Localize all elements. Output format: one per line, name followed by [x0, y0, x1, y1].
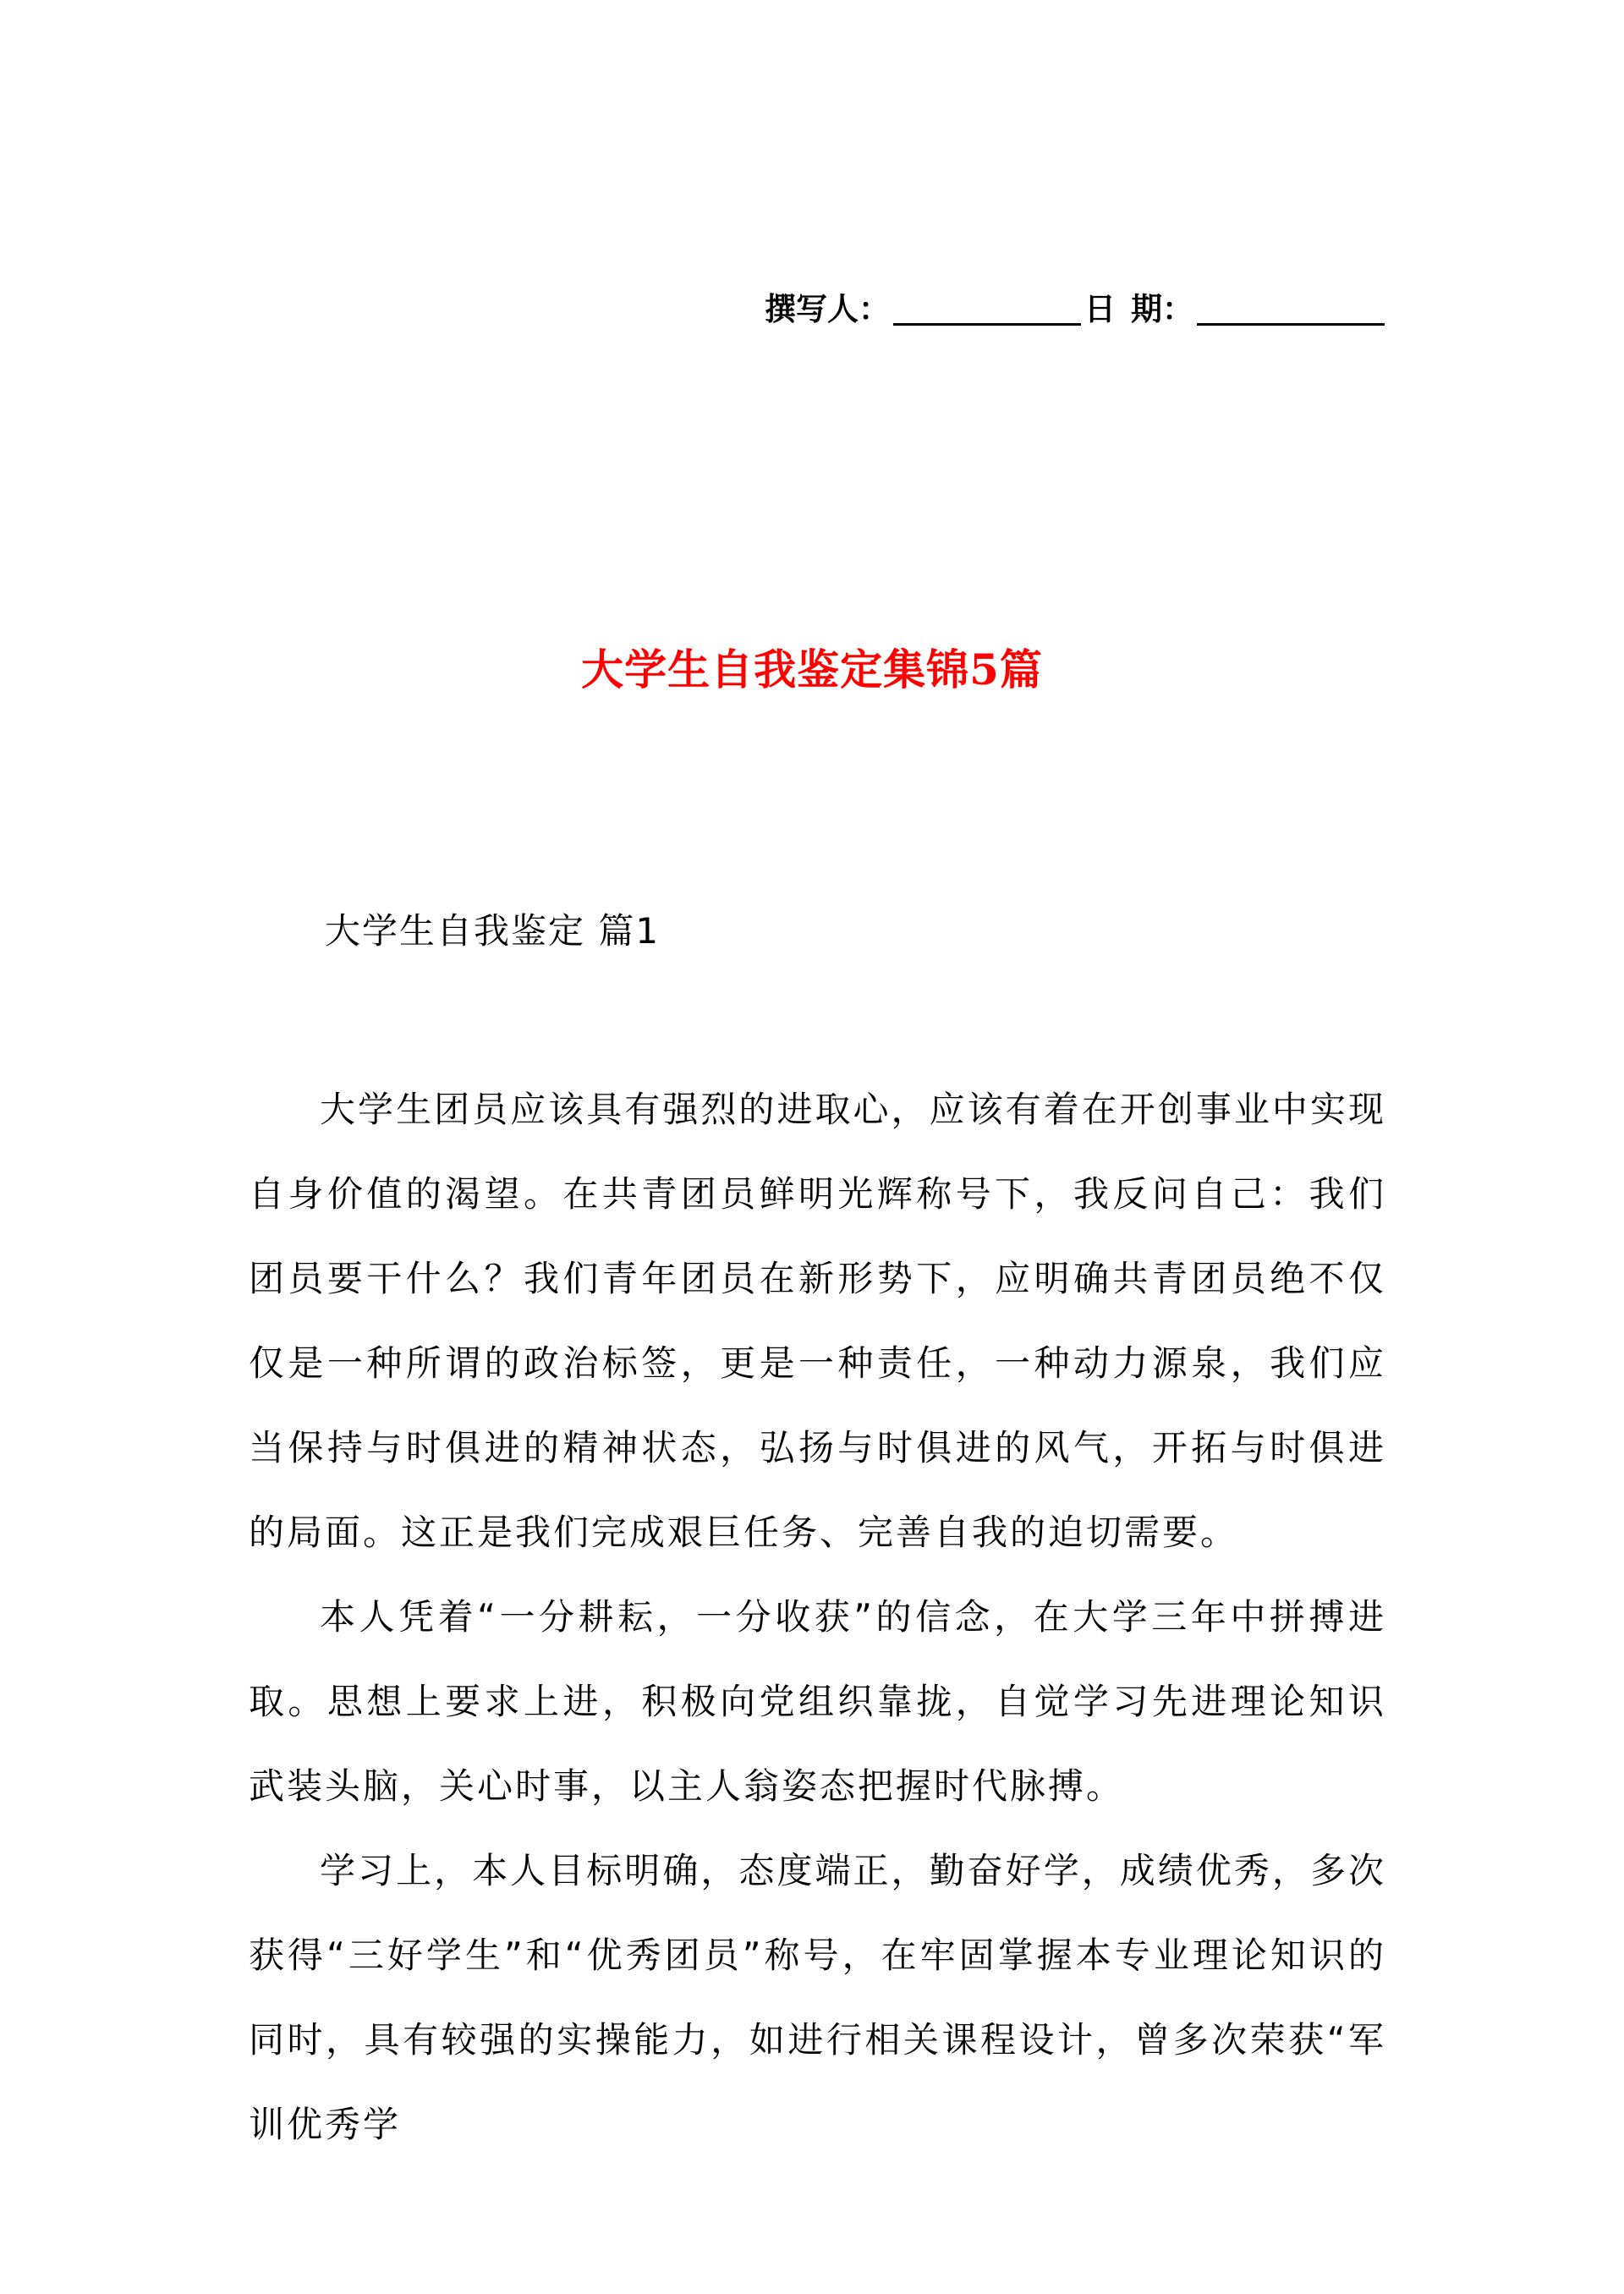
body-text — [249, 1067, 1386, 2167]
section-heading: 大学生自我鉴定 篇1 — [325, 910, 661, 952]
date-label-part1: 日 — [1084, 291, 1116, 327]
author-blank-field — [893, 293, 1081, 326]
date-blank-field — [1197, 293, 1385, 326]
paragraph: 大学生团员应该具有强烈的进取心，应该有着在开创事业中实现自身价值的渴望。在共青团员鲜明光辉称号下，我反问自己：我们团员要干什么？我们青年团员在新形势下，应明确共青团员绝不仅仅是一种所谓的政治标签，更是一种责任，一种动力源泉，我们应当保持与时俱进的精神状态，弘扬与时俱进的风气，开拓与时俱进的局面。这正是我们完成艰巨任务、完善自我的迫切需要。 — [249, 1089, 1386, 1553]
author-label: 撰写人： — [765, 291, 890, 327]
paragraph: 本人凭着“一分耕耘，一分收获”的信念，在大学三年中拼搏进取。思想上要求上进，积极向党组织靠拢，自觉学习先进理论知识武装头脑，关心时事，以主人翁姿态把握时代脉搏。 — [249, 1596, 1386, 1807]
document-title: 大学生自我鉴定集锦5篇 — [581, 645, 1043, 694]
author-date-line — [765, 283, 1388, 329]
paragraph: 学习上，本人目标明确，态度端正，勤奋好学，成绩优秀，多次获得“三好学生”和“优秀团员”称号，在牢固掌握本专业理论知识的同时，具有较强的实操能力，如进行相关课程设计，曾多次荣获“军训优秀学 — [249, 1850, 1386, 2145]
date-label-part2: 期： — [1131, 291, 1193, 327]
